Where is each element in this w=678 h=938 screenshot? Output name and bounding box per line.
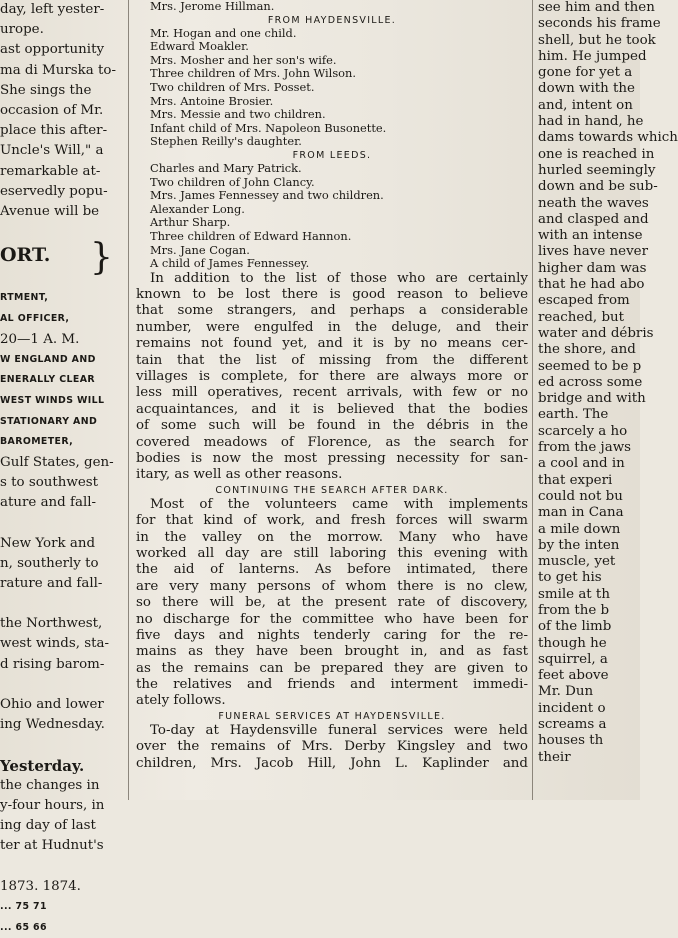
text-line: day, left yester- <box>0 0 124 20</box>
text-line: Ohio and lower <box>0 695 124 715</box>
text-line: that experi <box>538 473 640 489</box>
list-item: Charles and Mary Patrick. <box>136 162 528 176</box>
text-line: from the b <box>538 603 640 619</box>
text-line: their <box>538 750 640 766</box>
text-line: W ENGLAND AND <box>0 350 124 371</box>
text-line <box>0 857 124 877</box>
list-item: Stephen Reilly's daughter. <box>136 135 528 149</box>
list-item: Mrs. Antoine Brosier. <box>136 95 528 109</box>
text-line: place this after- <box>0 121 124 141</box>
paragraph-volunteers <box>136 497 528 710</box>
text-line: She sings the <box>0 81 124 101</box>
text-line: Yesterday. <box>0 756 124 776</box>
text-line: by the inten <box>538 538 640 554</box>
text-line: reached, but <box>538 310 640 326</box>
text-line: one is reached in <box>538 147 640 163</box>
text-line: s to southwest <box>0 473 124 493</box>
text-line: could not bu <box>538 489 640 505</box>
paragraph-line: over the remains of Mrs. Derby Kingsley and two <box>136 739 528 755</box>
left-column <box>0 0 124 800</box>
text-line: a mile down <box>538 522 640 538</box>
text-line <box>0 513 124 533</box>
text-line: ... 65 66 <box>0 918 124 938</box>
paragraph-line: the aid of lanterns. As before intimated, there <box>136 562 528 578</box>
paragraph-line: Most of the volunteers came with implements <box>136 497 528 513</box>
text-line: screams a <box>538 717 640 733</box>
middle-column <box>136 0 528 800</box>
list-item: Three children of Edward Hannon. <box>136 230 528 244</box>
right-column <box>538 0 640 800</box>
text-line: muscle, yet <box>538 554 640 570</box>
list-item: Two children of Mrs. Posset. <box>136 81 528 95</box>
text-line: and, intent on <box>538 98 640 114</box>
paragraph-line: itary, as well as other reasons. <box>136 467 528 483</box>
text-line: BAROMETER, <box>0 432 124 453</box>
text-line: ing Wednesday. <box>0 715 124 735</box>
text-line: New York and <box>0 534 124 554</box>
text-line: Gulf States, gen- <box>0 453 124 473</box>
text-line: 1873. 1874. <box>0 877 124 897</box>
text-line: hurled seemingly <box>538 163 640 179</box>
text-line: remarkable at- <box>0 162 124 182</box>
text-line: ter at Hudnut's <box>0 836 124 856</box>
paragraph-line: bodies is now the most pressing necessity for san- <box>136 451 528 467</box>
text-line: of the limb <box>538 619 640 635</box>
list-item: Mr. Hogan and one child. <box>136 27 528 41</box>
text-line: scarcely a ho <box>538 424 640 440</box>
list-item: Mrs. Messie and two children. <box>136 108 528 122</box>
paragraph-line: acquaintances, and it is believed that the bodies <box>136 402 528 418</box>
text-line: seemed to be p <box>538 359 640 375</box>
list-item: Arthur Sharp. <box>136 216 528 230</box>
list-item: Edward Moakler. <box>136 40 528 54</box>
paragraph-line: are very many persons of whom there is no clew, <box>136 579 528 595</box>
text-line: ast opportunity <box>0 40 124 60</box>
text-line: ENERALLY CLEAR <box>0 370 124 391</box>
paragraph-line: the relatives and friends and interment immedi- <box>136 677 528 693</box>
list-item: Alexander Long. <box>136 203 528 217</box>
text-line: that he had abo <box>538 277 640 293</box>
text-line: smile at th <box>538 587 640 603</box>
list-item: Two children of John Clancy. <box>136 176 528 190</box>
column-rule <box>532 0 533 800</box>
text-line: AL OFFICER, <box>0 309 124 330</box>
paragraph-line: five days and nights tenderly caring for the re- <box>136 628 528 644</box>
paragraph-line: To-day at Haydensville funeral services were held <box>136 723 528 739</box>
text-line: and clasped and <box>538 212 640 228</box>
list-item: Mrs. Jane Cogan. <box>136 244 528 258</box>
text-line: bridge and with <box>538 391 640 407</box>
text-line: him. He jumped <box>538 49 640 65</box>
text-line: squirrel, a <box>538 652 640 668</box>
paragraph-line: ately follows. <box>136 693 528 709</box>
text-line: STATIONARY AND <box>0 412 124 433</box>
section-heading-funeral: FUNERAL SERVICES AT HAYDENSVILLE. <box>136 710 528 723</box>
paragraph-line: no discharge for the committee who have been for <box>136 612 528 628</box>
paragraph-line: villages is complete, for there are always more or <box>136 369 528 385</box>
text-line: ed across some <box>538 375 640 391</box>
text-line: RTMENT, <box>0 288 124 309</box>
text-line: seconds his frame <box>538 16 640 32</box>
text-line: incident o <box>538 701 640 717</box>
text-line: Avenue will be <box>0 202 124 222</box>
list-item: Mrs. Mosher and her son's wife. <box>136 54 528 68</box>
text-line: houses th <box>538 733 640 749</box>
text-line: water and débris <box>538 326 640 342</box>
list-item: Mrs. James Fennessey and two children. <box>136 189 528 203</box>
paragraph-line: of some such will be found in the débris in the <box>136 418 528 434</box>
text-line: ... 75 71 <box>0 897 124 918</box>
text-line: the Northwest, <box>0 614 124 634</box>
paragraph-line: mains as they have been brought in, and as fast <box>136 644 528 660</box>
text-line: Mr. Dun <box>538 684 640 700</box>
list-item: Mrs. Jerome Hillman. <box>136 0 528 14</box>
text-line: neath the waves <box>538 196 640 212</box>
text-line: 20—1 A. M. <box>0 330 124 350</box>
section-heading-leeds: FROM LEEDS. <box>136 149 528 162</box>
paragraph-line: so there will be, at the present rate of discovery, <box>136 595 528 611</box>
text-line: down with the <box>538 81 640 97</box>
text-line: to get his <box>538 570 640 586</box>
list-item: Three children of Mrs. John Wilson. <box>136 67 528 81</box>
list-item: A child of James Fennessey. <box>136 257 528 271</box>
paragraph-line: children, Mrs. Jacob Hill, John L. Kaplinder and <box>136 756 528 772</box>
paragraph-missing-strangers <box>136 271 528 484</box>
text-line: higher dam was <box>538 261 640 277</box>
text-line: though he <box>538 636 640 652</box>
text-line: had in hand, he <box>538 114 640 130</box>
text-line: ature and fall- <box>0 493 124 513</box>
text-line: d rising barom- <box>0 655 124 675</box>
text-line: shell, but he took <box>538 33 640 49</box>
paragraph-funeral <box>136 723 528 772</box>
text-line: WEST WINDS WILL <box>0 391 124 412</box>
text-line: with an intense <box>538 228 640 244</box>
text-line: west winds, sta- <box>0 634 124 654</box>
paragraph-line: for that kind of work, and fresh forces will swarm <box>136 513 528 529</box>
brace-glyph: } <box>90 240 113 276</box>
text-line: ORT. <box>0 242 124 268</box>
text-line: feet above <box>538 668 640 684</box>
paragraph-line: tain that the list of missing from the different <box>136 353 528 369</box>
section-heading-haydensville: FROM HAYDENSVILLE. <box>136 14 528 27</box>
missing-list-top <box>136 0 528 14</box>
text-line: from the jaws <box>538 440 640 456</box>
text-line: the shore, and <box>538 342 640 358</box>
text-line: gone for yet a <box>538 65 640 81</box>
column-rule <box>128 0 129 800</box>
paragraph-line: In addition to the list of those who are certainly <box>136 271 528 287</box>
text-line: urope. <box>0 20 124 40</box>
paragraph-line: that some strangers, and perhaps a considerable <box>136 303 528 319</box>
text-line: see him and then <box>538 0 640 16</box>
paragraph-line: as the remains can be prepared they are given to <box>136 661 528 677</box>
text-line: dams towards which <box>538 130 640 146</box>
text-line <box>0 675 124 695</box>
text-line: ing day of last <box>0 816 124 836</box>
text-line: occasion of Mr. <box>0 101 124 121</box>
list-item: Infant child of Mrs. Napoleon Busonette. <box>136 122 528 136</box>
section-heading-search: CONTINUING THE SEARCH AFTER DARK. <box>136 484 528 497</box>
text-line: escaped from <box>538 293 640 309</box>
text-line: a cool and in <box>538 456 640 472</box>
text-line: eservedly popu- <box>0 182 124 202</box>
text-line: n, southerly to <box>0 554 124 574</box>
paragraph-line: less mill operatives, recent arrivals, with few or no <box>136 385 528 401</box>
text-line: Uncle's Will," a <box>0 141 124 161</box>
paragraph-line: in the valley on the morrow. Many who have <box>136 530 528 546</box>
text-line: earth. The <box>538 407 640 423</box>
text-line: ma di Murska to- <box>0 61 124 81</box>
text-line: y-four hours, in <box>0 796 124 816</box>
text-line <box>0 735 124 755</box>
paragraph-line: remains not found yet, and it is by no means cer- <box>136 336 528 352</box>
paragraph-line: worked all day are still laboring this evening with <box>136 546 528 562</box>
text-line: down and be sub- <box>538 179 640 195</box>
paragraph-line: number, were engulfed in the deluge, and their <box>136 320 528 336</box>
leeds-list <box>136 162 528 271</box>
paragraph-line: known to be lost there is good reason to believe <box>136 287 528 303</box>
text-line <box>0 594 124 614</box>
haydensville-list <box>136 27 528 149</box>
text-line: the changes in <box>0 776 124 796</box>
text-line: rature and fall- <box>0 574 124 594</box>
paragraph-line: covered meadows of Florence, as the search for <box>136 435 528 451</box>
text-line: man in Cana <box>538 505 640 521</box>
text-line: lives have never <box>538 244 640 260</box>
